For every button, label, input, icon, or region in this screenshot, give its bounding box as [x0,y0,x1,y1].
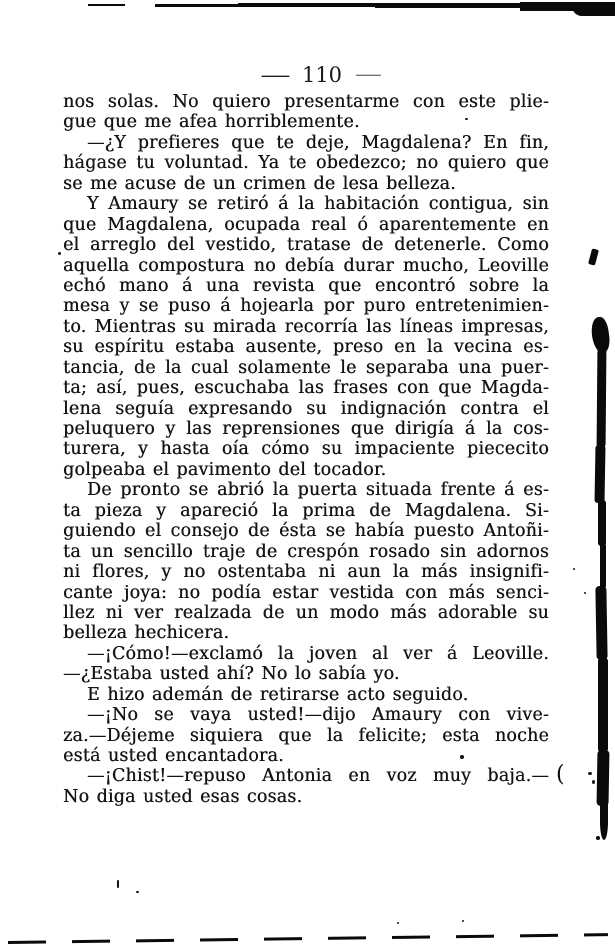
text-line: No diga usted esas cosas. [63,786,303,807]
text-line: se me acuse de un crimen de lesa belleza. [63,173,456,194]
text-line: —¡No se vaya usted!—dijo Amaury con vive- [87,705,549,726]
scan-artifact-top-edge [155,4,240,7]
scan-artifact-top-edge [238,3,378,7]
ink-speck [588,772,592,775]
text-line: Y Amaury se retiró á la habitación contigua, sin [87,194,549,215]
text-line: llez ni ver realzada de un modo más adorable su [63,602,549,623]
text-line: guiendo el consejo de ésta se había puesto Antoñi- [63,521,549,542]
text-line: turera, y hasta oía cómo su impaciente piececito [63,439,549,460]
page-number: 110 [301,63,343,87]
page-number-header [15,63,615,87]
text-line: tancia, de la cual solamente le separaba una puer- [63,357,549,378]
text-line: —¿Y prefieres que te deje, Magdalena? En fin, [87,132,549,153]
scan-artifact-top-corner [572,2,615,16]
text-line: De pronto se abrió la puerta situada frente á es- [87,480,549,501]
scan-artifact-top-dash [88,4,125,6]
ink-speck [462,920,464,922]
scan-artifact-right-streak [596,836,600,840]
text-line: golpeaba el pavimento del tocador. [63,459,387,480]
text-line: peluquero y las reprensiones que dirigía á la cos- [63,419,549,439]
header-left-dash: — [260,63,291,87]
margin-paren-mark: ( [556,762,565,787]
ink-speck [397,922,399,924]
scan-artifact-right-streak [598,658,608,752]
text-line: —¡Cómo!—exclamó la joven al ver á Leoville. [87,643,549,664]
text-line: hágase tu voluntad. Ya te obedezco; no quiero que [63,153,549,174]
text-line: su espíritu estaba ausente, preso en la vecina es- [63,337,549,358]
text-line: ta pieza y apareció la prima de Magdalena. Si- [63,500,549,521]
text-line: mesa y se puso á hojearla por puro entretenimien- [63,296,549,317]
scan-artifact-right-streak [594,445,605,503]
text-line: el arreglo del vestido, tratase de detenerle. Como [63,235,549,256]
page-text [63,92,549,807]
text-line: za.—Déjeme siquiera que la felicite; esta noche [63,725,549,746]
scan-artifact-bottom-dashes [8,933,608,943]
text-line: está usted encantadora. [63,746,284,766]
text-line: —¿Estaba usted ahí? No lo sabía yo. [63,664,400,685]
text-line: aquella compostura no debía durar mucho, Leoville [63,255,549,276]
ink-speck [584,592,586,594]
text-line: cante joya: no podía estar vestida con más senci- [63,582,549,603]
text-line: ni flores, y no ostentaba ni aun la más insignifi- [63,562,549,583]
ink-speck [136,891,139,893]
ink-speck [592,780,595,784]
ink-speck [117,880,119,888]
scan-artifact-right-streak [597,750,610,806]
text-line: gue que me afea horriblemente. [63,112,360,133]
ink-speck [58,252,61,255]
ink-speck [573,568,575,570]
header-right-dash: — [354,62,384,86]
text-line: nos solas. No quiero presentarme con este plie- [63,92,549,112]
scan-artifact-top-edge [375,3,525,8]
text-line: —¡Chist!—repuso Antonia en voz muy baja.— [87,766,549,787]
scan-artifact-right-streak [595,586,607,660]
ink-speck [465,118,468,120]
text-line: ta; así, pues, escuchaba las frases con que Magda- [63,378,549,399]
text-line: ta un sencillo traje de crespón rosado sin adornos [63,541,549,562]
scan-artifact-right-streak [600,804,608,840]
scan-artifact-right-speck [588,248,599,265]
text-line: E hizo ademán de retirarse acto seguido. [87,684,469,705]
text-line: echó mano á una revista que encontró sobre la [63,275,549,296]
text-line: belleza hechicera. [63,623,230,644]
text-line: to. Mientras su mirada recorría las líneas impresas, [63,316,549,337]
scan-artifact-right-streak [598,500,606,546]
scan-artifact-right-streak [600,544,606,588]
ink-speck [460,755,464,759]
scan-artifact-right-streak [597,348,607,448]
text-line: que Magdalena, ocupada real ó aparentemente en [63,214,549,235]
text-line: lena seguía expresando su indignación contra el [63,398,549,419]
